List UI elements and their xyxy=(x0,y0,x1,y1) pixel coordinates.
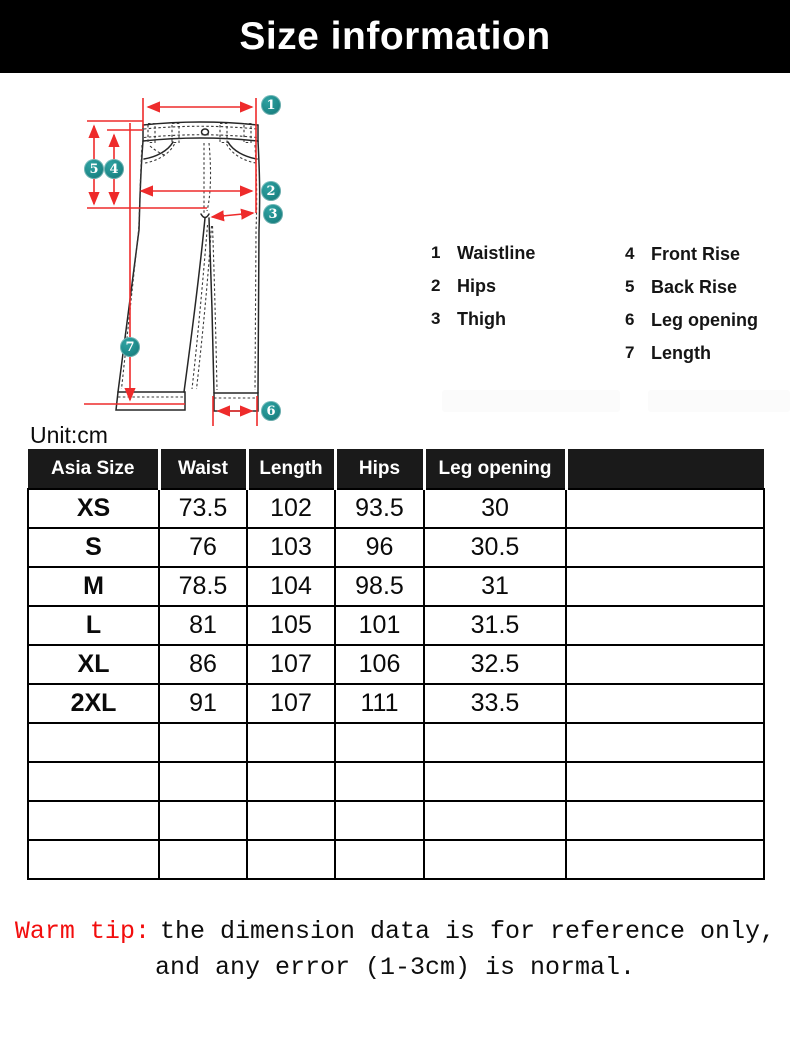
pants-measurement-diagram xyxy=(60,85,310,435)
measurement-legend-right xyxy=(625,243,758,375)
marker-2-hips: 2 xyxy=(261,181,281,201)
cell-extra xyxy=(566,645,764,684)
cell-length: 102 xyxy=(247,489,335,528)
cell-leg-opening: 33.5 xyxy=(424,684,566,723)
marker-3-thigh: 3 xyxy=(263,204,283,224)
cell-extra xyxy=(566,840,764,879)
cell-size: 2XL xyxy=(28,684,159,723)
marker-5-back-rise: 5 xyxy=(84,159,104,179)
cell-hips: 111 xyxy=(335,684,424,723)
cell-hips: 98.5 xyxy=(335,567,424,606)
table-row-empty xyxy=(28,801,764,840)
pants-outline xyxy=(116,122,260,411)
cell-length xyxy=(247,801,335,840)
warm-tip xyxy=(0,914,790,986)
cell-leg-opening: 31.5 xyxy=(424,606,566,645)
legend-item-waistline: 1 Waistline xyxy=(431,242,536,263)
table-row-xl xyxy=(28,645,764,684)
cell-length: 107 xyxy=(247,684,335,723)
cell-length xyxy=(247,762,335,801)
cell-waist: 73.5 xyxy=(159,489,247,528)
cell-length: 103 xyxy=(247,528,335,567)
cell-hips xyxy=(335,801,424,840)
cell-leg-opening xyxy=(424,801,566,840)
cell-length: 104 xyxy=(247,567,335,606)
cell-extra xyxy=(566,762,764,801)
table-row-l xyxy=(28,606,764,645)
cell-hips xyxy=(335,723,424,762)
marker-7-length: 7 xyxy=(120,337,140,357)
col-length: Length xyxy=(247,449,335,489)
cell-waist xyxy=(159,801,247,840)
size-table-body xyxy=(28,489,764,879)
cell-length: 105 xyxy=(247,606,335,645)
cell-hips xyxy=(335,762,424,801)
cell-leg-opening: 30 xyxy=(424,489,566,528)
col-waist: Waist xyxy=(159,449,247,489)
table-row-2xl xyxy=(28,684,764,723)
marker-6-leg-opening: 6 xyxy=(261,401,281,421)
title-bar xyxy=(0,0,790,73)
cell-hips xyxy=(335,840,424,879)
cell-leg-opening: 30.5 xyxy=(424,528,566,567)
unit-label: Unit:cm xyxy=(30,422,108,448)
cell-waist xyxy=(159,840,247,879)
cell-size: L xyxy=(28,606,159,645)
cell-hips: 96 xyxy=(335,528,424,567)
cell-waist: 91 xyxy=(159,684,247,723)
table-row-empty xyxy=(28,840,764,879)
legend-item-hips: 2 Hips xyxy=(431,275,497,296)
cell-leg-opening xyxy=(424,762,566,801)
cell-leg-opening xyxy=(424,723,566,762)
cell-waist: 81 xyxy=(159,606,247,645)
cell-hips: 106 xyxy=(335,645,424,684)
cell-extra xyxy=(566,723,764,762)
marker-4-front-rise: 4 xyxy=(104,159,124,179)
table-row-m xyxy=(28,567,764,606)
page-title: Size information xyxy=(239,14,551,58)
cell-extra xyxy=(566,489,764,528)
cell-size: M xyxy=(28,567,159,606)
cell-extra xyxy=(566,684,764,723)
cell-size xyxy=(28,762,159,801)
pants-line-art xyxy=(60,85,310,435)
cell-leg-opening xyxy=(424,840,566,879)
legend-item-thigh: 3 Thigh xyxy=(431,308,506,329)
cell-waist xyxy=(159,723,247,762)
cell-extra xyxy=(566,606,764,645)
table-row-empty xyxy=(28,762,764,801)
cell-waist: 78.5 xyxy=(159,567,247,606)
cell-size xyxy=(28,801,159,840)
cell-length: 107 xyxy=(247,645,335,684)
cell-leg-opening: 32.5 xyxy=(424,645,566,684)
table-row-xs xyxy=(28,489,764,528)
size-table-header xyxy=(28,449,764,489)
cell-size: S xyxy=(28,528,159,567)
ghost-box-2 xyxy=(648,390,790,412)
measurement-legend-left xyxy=(431,242,535,341)
warm-tip-label: Warm tip: xyxy=(14,917,150,946)
cell-length xyxy=(247,840,335,879)
size-table xyxy=(27,449,765,880)
cell-hips: 93.5 xyxy=(335,489,424,528)
cell-waist: 86 xyxy=(159,645,247,684)
legend-item-leg-opening: 6 Leg opening xyxy=(625,309,758,330)
cell-leg-opening: 31 xyxy=(424,567,566,606)
col-leg-opening: Leg opening xyxy=(424,449,566,489)
cell-hips: 101 xyxy=(335,606,424,645)
legend-item-length: 7 Length xyxy=(625,342,711,363)
ghost-box-1 xyxy=(442,390,620,412)
cell-extra xyxy=(566,567,764,606)
table-row-s xyxy=(28,528,764,567)
table-row-empty xyxy=(28,723,764,762)
col-asia-size: Asia Size xyxy=(28,449,159,489)
legend-item-front-rise: 4 Front Rise xyxy=(625,243,741,264)
cell-waist xyxy=(159,762,247,801)
col-hips: Hips xyxy=(335,449,424,489)
col-empty xyxy=(566,449,764,489)
cell-extra xyxy=(566,528,764,567)
marker-1-waistline: 1 xyxy=(261,95,281,115)
cell-size xyxy=(28,723,159,762)
cell-size xyxy=(28,840,159,879)
legend-item-back-rise: 5 Back Rise xyxy=(625,276,738,297)
header-row xyxy=(28,449,764,489)
warm-tip-line1: Warm tip: the dimension data is for reference only, xyxy=(14,917,776,946)
cell-waist: 76 xyxy=(159,528,247,567)
cell-extra xyxy=(566,801,764,840)
warm-tip-line2: and any error (1-3cm) is normal. xyxy=(154,953,636,982)
cell-length xyxy=(247,723,335,762)
cell-size: XL xyxy=(28,645,159,684)
cell-size: XS xyxy=(28,489,159,528)
